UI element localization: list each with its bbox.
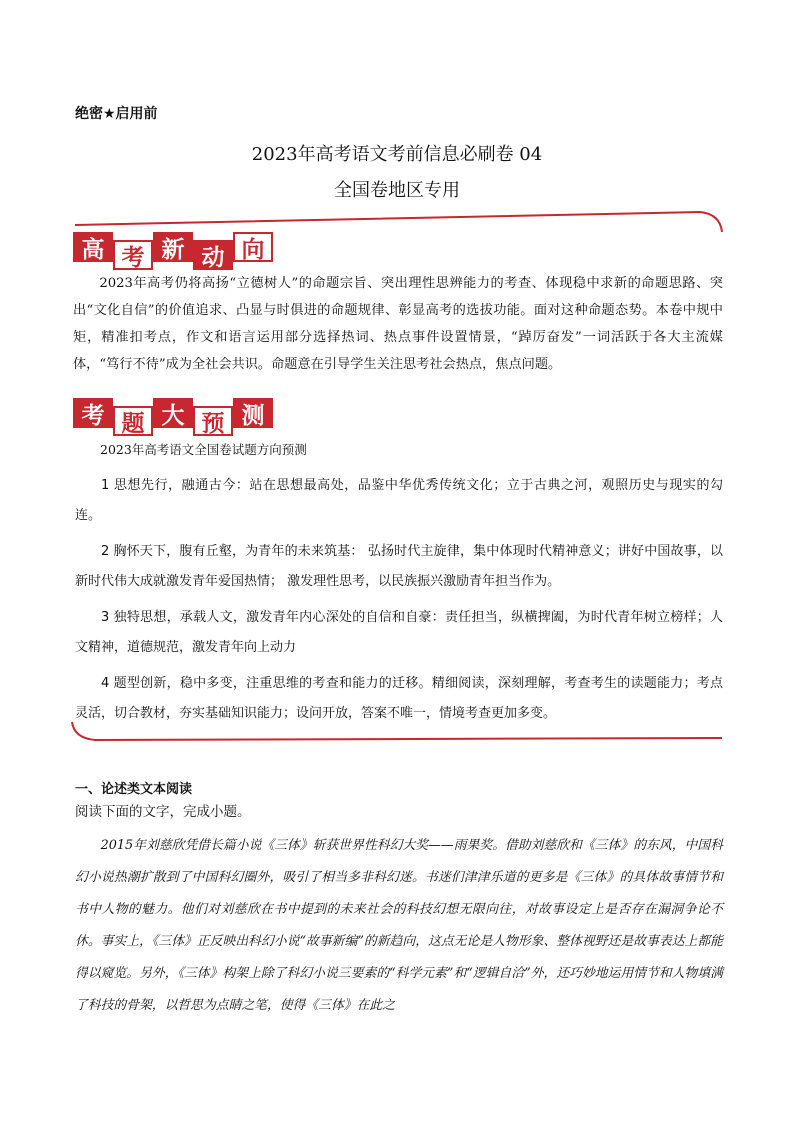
trend-badge-char: 动 bbox=[193, 240, 233, 270]
trend-paragraph bbox=[73, 270, 723, 378]
prediction-badge bbox=[73, 398, 273, 436]
reading-article bbox=[75, 830, 723, 1022]
prediction-item: 4 题型创新，稳中多变，注重思维的考查和能力的迁移。精细阅读，深刻理解，考查考生的读题能力；考点灵活，切合教材，夯实基础知识能力；设问开放，答案不唯一，情境考查更加多变。 bbox=[75, 676, 723, 721]
prediction-item: 3 独特思想，承载人文，激发青年内心深处的自信和自豪：责任担当，纵横捭阖，为时代青年树立榜样；人文精神，道德规范，激发青年向上动力 bbox=[75, 610, 723, 655]
trend-badge-char: 高 bbox=[73, 232, 113, 262]
trend-badge-char: 向 bbox=[233, 232, 273, 262]
prediction-badge-char: 考 bbox=[73, 398, 113, 428]
prediction-badge-char: 预 bbox=[193, 406, 233, 436]
top-frame-line bbox=[75, 212, 722, 232]
trend-badge bbox=[73, 232, 273, 270]
prediction-badge-char: 大 bbox=[153, 398, 193, 428]
confidential-label: 绝密★启用前 bbox=[75, 106, 158, 122]
section-title: 一、论述类文本阅读 bbox=[75, 782, 193, 797]
trend-text: 2023年高考仍将高扬“立德树人”的命题宗旨、突出理性思辨能力的考查、体现稳中求新的命题思路、突出“文化自信”的价值追求、凸显与时俱进的命题规律、彰显高考的选拔功能。面对这种命题态势。本卷中规中矩，精准扣考点，作文和语言运用部分选择热词、热点事件设置情景，“踔厉奋发”一词活跃于各大主流媒体，“笃行不待”成为全社会共识。命题意在引导学生关注思考社会热点，焦点问题。 bbox=[73, 276, 723, 372]
page-title: 2023年高考语文考前信息必刷卷 04 bbox=[251, 144, 543, 165]
prediction-list bbox=[75, 471, 723, 735]
page-subtitle: 全国卷地区专用 bbox=[334, 180, 460, 201]
prediction-item: 1 思想先行，融通古今：站在思想最高处，品鉴中华优秀传统文化；立于古典之河，观照历史与现实的勾连。 bbox=[75, 478, 723, 523]
prediction-item: 2 胸怀天下，腹有丘壑，为青年的未来筑基： 弘扬时代主旋律，集中体现时代精神意义；讲好中国故事，以新时代伟大成就激发青年爱国热情； 激发理性思考，以民族振兴激励青年担当作为。 bbox=[75, 544, 723, 589]
prediction-heading: 2023年高考语文全国卷试题方向预测 bbox=[100, 442, 307, 457]
article-paragraph: 2015年刘慈欣凭借长篇小说《三体》斩获世界性科幻大奖——雨果奖。借助刘慈欣和《三体》的东风，中国科幻小说热潮扩散到了中国科幻圈外，吸引了相当多非科幻迷。书迷们津津乐道的更多是《三体》的具体故事情节和书中人物的魅力。他们对刘慈欣在书中提到的未来社会的科技幻想无限向往，对故事设定上是否存在漏洞争论不休。事实上，《三体》正反映出科幻小说“故事新编”的新趋向，这点无论是人物形象、整体视野还是故事表达上都能得以窥览。另外，《三体》构架上除了科幻小说三要素的“科学元素”和“逻辑自洽”外，还巧妙地运用情节和人物填满了科技的骨架，以哲思为点睛之笔，使得《三体》在此之 bbox=[75, 838, 723, 1013]
prediction-badge-char: 题 bbox=[113, 406, 153, 436]
trend-badge-char: 新 bbox=[153, 232, 193, 262]
prediction-badge-char: 测 bbox=[233, 398, 273, 428]
trend-badge-char: 考 bbox=[113, 240, 153, 270]
section-instruction: 阅读下面的文字，完成小题。 bbox=[75, 804, 251, 820]
